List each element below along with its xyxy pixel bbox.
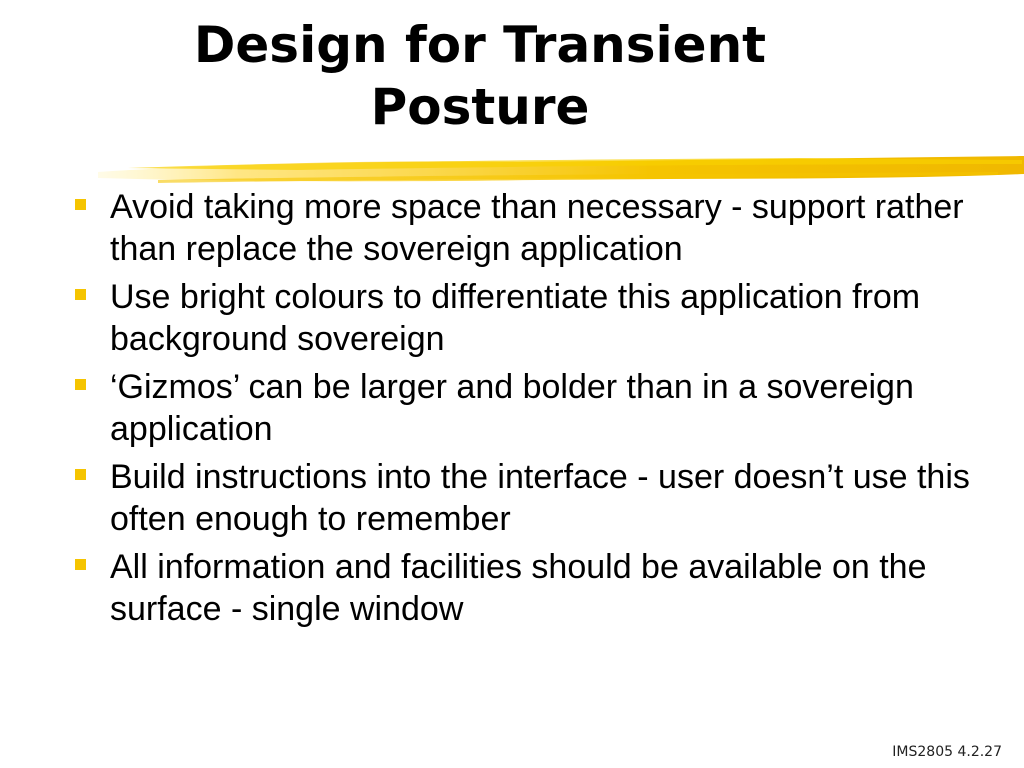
bullet-item [72,186,972,270]
square-bullet-icon [75,559,86,570]
bullet-item [72,366,972,450]
bullet-item [72,276,972,360]
square-bullet-icon [75,199,86,210]
title-line-1: Design for Transient [193,16,767,74]
square-bullet-icon [75,379,86,390]
bullet-text: Use bright colours to differentiate this application from background sovereign [110,278,921,358]
bullet-list [72,186,972,636]
bullet-text: Avoid taking more space than necessary - support rather than replace the sovereign application [110,188,964,268]
bullet-text: ‘Gizmos’ can be larger and bolder than in a sovereign application [110,368,914,448]
title-line-2: Posture [370,78,590,136]
brush-stroke-divider [98,150,1024,190]
slide-footer: IMS2805 4.2.27 [892,744,1002,760]
bullet-text: Build instructions into the interface - user doesn’t use this often enough to remember [110,458,970,538]
square-bullet-icon [75,469,86,480]
slide-title [0,14,960,138]
square-bullet-icon [75,289,86,300]
bullet-item [72,546,972,630]
bullet-text: All information and facilities should be available on the surface - single window [110,548,927,628]
bullet-item [72,456,972,540]
